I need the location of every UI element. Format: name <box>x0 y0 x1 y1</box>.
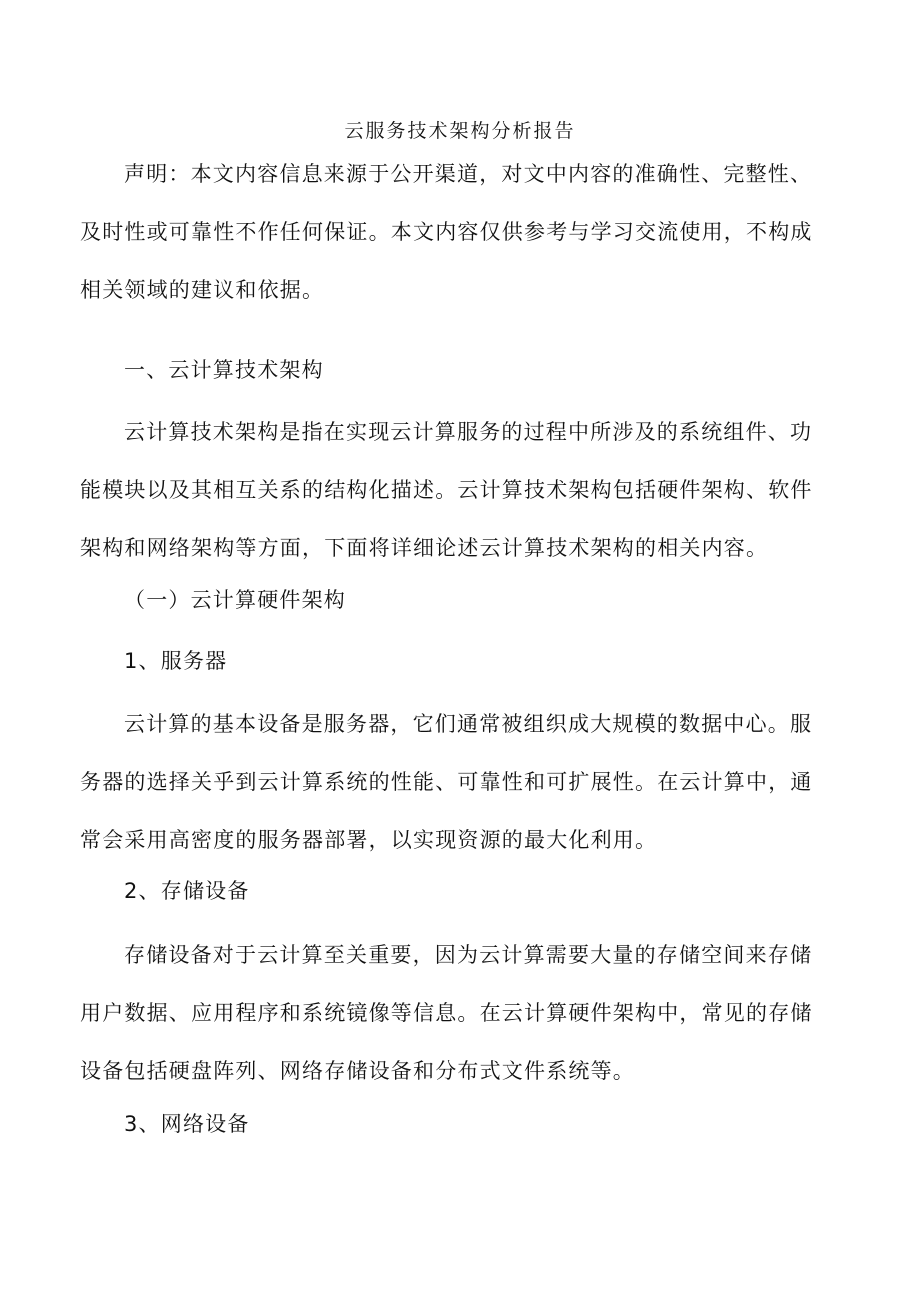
section-heading-cloud-architecture: 一、云计算技术架构 <box>124 358 324 382</box>
item1-line-3: 常会采用高密度的服务器部署，以实现资源的最大化利用。 <box>80 828 658 852</box>
item1-paragraph <box>80 695 844 869</box>
declaration-line-3: 相关领域的建议和依据。 <box>80 278 325 302</box>
item2-paragraph <box>80 926 844 1100</box>
item2-line-3: 设备包括硬盘阵列、网络存储设备和分布式文件系统等。 <box>80 1059 635 1083</box>
item-heading-network: 3、网络设备 <box>124 1112 250 1136</box>
item1-line-1: 云计算的基本设备是服务器，它们通常被组织成大规模的数据中心。服 <box>124 712 813 736</box>
item-heading-servers: 1、服务器 <box>124 649 228 673</box>
subsection-heading-hardware: （一）云计算硬件架构 <box>124 588 346 612</box>
section1-line-2: 能模块以及其相互关系的结构化描述。云计算技术架构包括硬件架构、软件 <box>80 478 813 502</box>
declaration-line-1: 声明：本文内容信息来源于公开渠道，对文中内容的准确性、完整性、 <box>124 162 813 186</box>
section1-paragraph <box>80 403 844 577</box>
item-heading-storage: 2、存储设备 <box>124 879 250 903</box>
item2-line-2: 用户数据、应用程序和系统镜像等信息。在云计算硬件架构中，常见的存储 <box>80 1001 813 1025</box>
section1-line-1: 云计算技术架构是指在实现云计算服务的过程中所涉及的系统组件、功 <box>124 420 813 444</box>
item2-line-1: 存储设备对于云计算至关重要，因为云计算需要大量的存储空间来存储 <box>124 943 813 967</box>
declaration-paragraph <box>80 145 844 319</box>
document-title: 云服务技术架构分析报告 <box>344 120 576 142</box>
section1-line-3: 架构和网络架构等方面，下面将详细论述云计算技术架构的相关内容。 <box>80 536 769 560</box>
declaration-line-2: 及时性或可靠性不作任何保证。本文内容仅供参考与学习交流使用，不构成 <box>80 220 813 244</box>
item1-line-2: 务器的选择关乎到云计算系统的性能、可靠性和可扩展性。在云计算中，通 <box>80 770 813 794</box>
